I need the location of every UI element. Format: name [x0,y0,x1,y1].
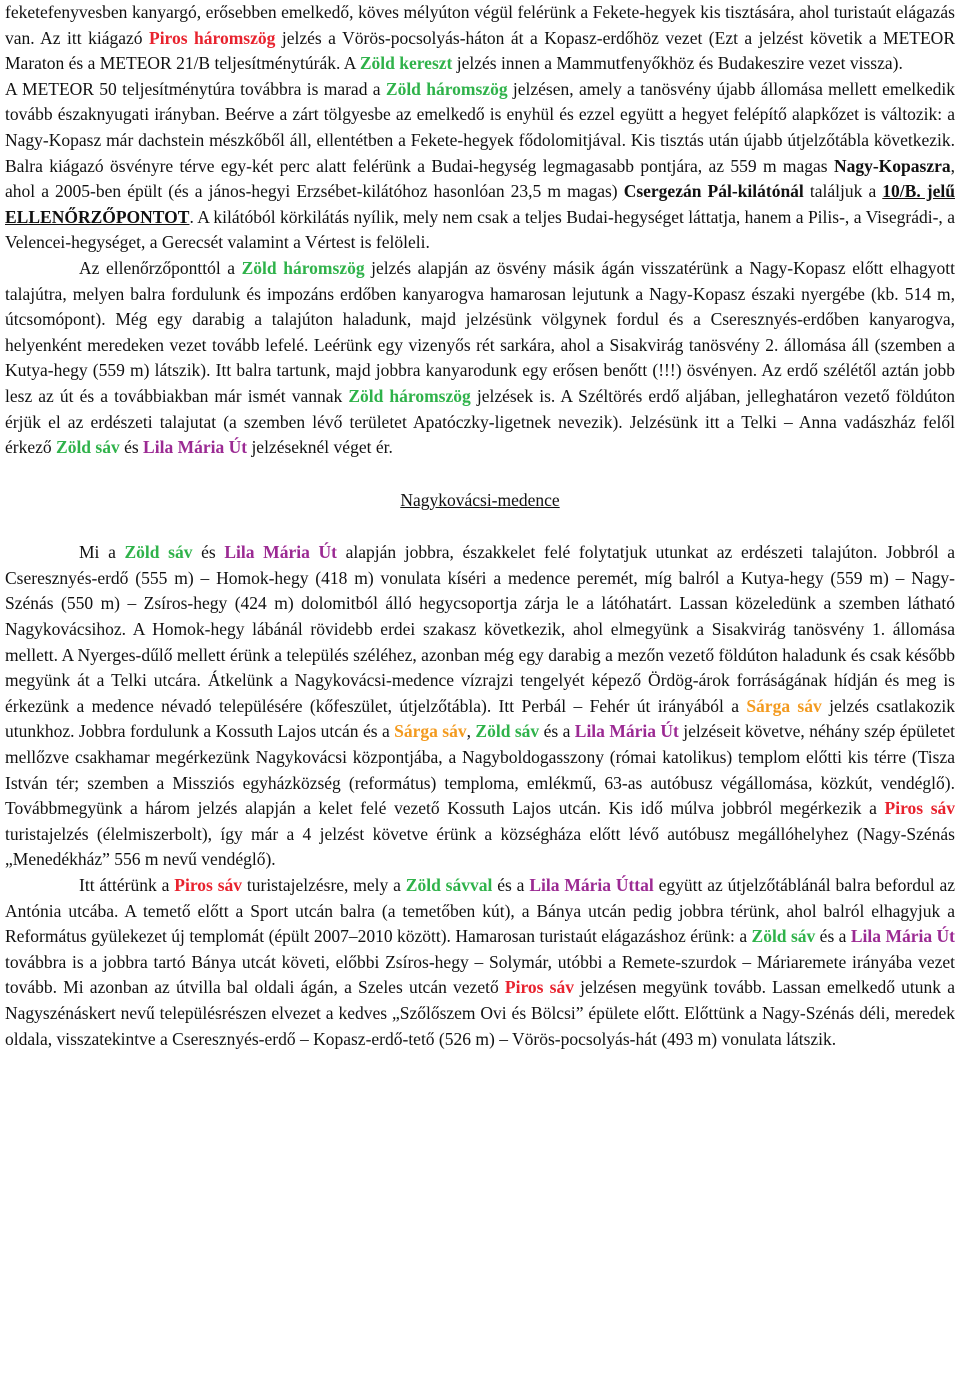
paragraph [5,540,955,873]
text-run: A METEOR 50 teljesítménytúra továbbra is marad a [5,78,386,99]
text-run: továbbra is a jobbra tartó Bánya utcát követi, előbbi Zsíros-hegy – Solymár, utóbbi a Remete-szurdok – Máriaremete irányába vezet tovább. Mi azonban az útvilla bal oldali ágán, a Szeles utcán vezető [5,951,955,998]
text-run: jelzés csatlakozik utunkhoz. Jobbra fordulunk a Kossuth Lajos utcán és a [5,695,955,742]
trail-mark-name: Sárga sáv [394,721,467,742]
paragraph [5,0,955,77]
paragraph [5,256,955,461]
text-run: jelzés alapján az ösvény másik ágán visszatérünk a Nagy-Kopasz előtt elhagyott talajútra, melyen balra fordulunk és impozáns erdőben kanyarogva hamarosan lejutunk a Nagy-Kopasz északi nyergébe (kb. 514 m, útcsomópont). Még egy darabig a talajúton haladunk, majd jelzésünk völgynek fordul és a Cseresznyés-erdőben kanyarogva, helyenként meredeken vezet tovább lefelé. Leérünk egy vizenyős rét sarkára, ahol a Sisakvirág tanösvény 2. állomása áll (szemben a Kutya-hegy (559 m) látszik). Itt balra tartunk, majd jobbra kanyarodunk egy erősen benőtt (!!!) ösvényen. Az erdő szélétől aztán jobb lesz az út és a továbbiakban már ismét vannak [5,257,955,406]
text-run: jelzésen, amely a tanösvény újabb állomása mellett emelkedik tovább északnyugati irányban. Beérve a zárt tölgyesbe az emelkedő is enyhül és ezzel együtt a hegyet felépítő alapkőzet is változik: a Nagy-Kopasz már dachstein mészkőből áll, ellentétben a Fekete-hegyek fődolomitjával. Kis tisztás után újabb útjelzőtábla következik. Balra kiágazó ösvényre térve egy-két perc alatt felérünk a Budai-hegység legmagasabb pontjára, az 559 m magas [5,78,955,176]
text-run: . A kilátóból körkilátás nyílik, mely nem csak a teljes Budai-hegységet láttatja, hanem a Pilis-, a Visegrádi-, a Velencei-hegységet, a Gerecsét valamint a Vértest is felöleli. [5,206,955,253]
trail-mark-name: Piros sáv [174,875,243,895]
trail-mark-name: Zöld kereszt [359,53,453,74]
trail-mark-name: Zöld sáv [751,926,816,947]
text-run: alapján jobbra, északkelet felé folytatjuk utunkat az erdészeti talajúton. Jobbról a Cseresznyés-erdő (555 m) – Homok-hegy (418 m) vonulata kíséri a medence peremét, míg balról a Kutya-hegy (559 m) – Nagy-Szénás (550 m) – Zsíros-hegy (424 m) dolomitból álló hegycsoportja zárja le a látóhatárt. Lassan közeledünk a szemben látható Nagykovácsihoz. A Homok-hegy lábánál rövidebb erdei szakasz következik, ahol elmegyünk a Sisakvirág tanösvény 1. állomása mellett. A Nyerges-dűlő mellett érünk a település széléhez, azonban még egy darabig a mezőn vezető földúton haladunk és csak később megyünk át a Telki utcára. Átkelünk a Nagykovácsi-medence vízrajzi tengelyét képező Ördög-árok forráságának hídján és meg is érkezünk a medence névadó településére (kőfeszület, útjelzőtábla). Itt Perbál – Fehér út irányából a [5,542,955,716]
trail-mark-name: Zöld háromszög [385,78,508,99]
text-run: jelzés innen a Mammutfenyőkhöz és Budakeszire vezet vissza). [452,53,903,74]
text-run: és a [815,926,851,947]
text-run: turistajelzésre, mely a [242,875,406,895]
trail-mark-name: Zöld sáv [124,542,193,563]
text-run: Itt áttérünk a [79,875,175,895]
text-run: turistajelzés (élelmiszerbolt), így már a 4 jelzést követve érünk a községháza előtt lévő autóbusz megállóhelyhez (Nagy-Szénás „Menedékház” 556 m nevű vendéglő). [5,823,955,870]
text-run: együtt az útjelzőtáblánál balra befordul az Antónia utcába. A temető előtt a Sport utcán balra (a temetőben kút), a Bánya utcán pedig jobbra térünk, ahol balról elhagyjuk a Református gyülekezet új templomát (épült 2007–2010 között). Hamarosan turistaút elágazáshoz érünk: a [5,875,956,947]
trail-mark-name: Lila Mária Út [574,721,679,742]
trail-mark-name: Piros sáv [884,798,956,819]
section-heading: Nagykovácsi-medence [400,489,560,510]
trail-mark-name: Lila Mária Út [224,542,337,563]
trail-mark-name: Piros sáv [504,977,574,998]
bold-text: Csergezán Pál-kilátónál [623,181,804,202]
text-run: jelzéseit követve, néhány szép épületet mellőzve csakhamar megérkezünk Nagykovácsi központjába, a Nagyboldogasszony (római katolikus) templom előtti kis térre (Tisza István tér; szemben a Missziós egyházközség (református) temploma, emlékmű, 63-as autóbusz végállomása, közkút, vendéglő). Továbbmegyünk a három jelzés alapján a kelet felé vezető Kossuth Lajos utcán. Kis idő múlva jobbról megérkezik a [5,721,956,819]
text-run: és [192,542,225,563]
text-run: és a [539,721,575,742]
bold-text: 10/B. jelű ELLENŐRZŐPONTOT [5,181,955,227]
paragraph [5,77,955,256]
trail-mark-name: Lila Mária Út [143,437,248,458]
trail-mark-name: Zöld háromszög [348,385,471,406]
text-run: és [119,437,144,458]
trail-mark-name: Sárga sáv [746,695,822,716]
text-run: és a [492,875,530,895]
trail-mark-name: Zöld sáv [56,437,120,458]
paragraph [5,873,955,1052]
text-run: találjuk a [803,181,883,202]
trail-mark-name: Piros háromszög [149,27,276,48]
text-run: , [466,721,476,742]
text-run: Mi a [79,542,125,563]
text-run: jelzésen megyünk tovább. Lassan emelkedő utunk a Nagyszénáskert nevű településrészen elvezet a kedves „Szőlőszem Ovi és Bölcsi” épülete előtt. Előttünk a Nagy-Szénás déli, meredek oldala, visszatekintve a Cseresznyés-erdő – Kopasz-erdő-tető (526 m) – Vörös-pocsolyás-hát (493 m) vonulata látszik. [5,977,955,1049]
text-run: , ahol a 2005-ben épült (és a jános-hegyi Erzsébet-kilátóhoz hasonlóan 23,5 m magas) [5,155,955,202]
trail-mark-name: Lila Mária Úttal [529,875,654,895]
trail-mark-name: Zöld sáv [475,721,540,742]
text-run: jelzéseknél véget ér. [247,437,393,458]
text-run: A [343,53,360,74]
text-run: Az ellenőrzőponttól a [79,257,242,278]
text-run: jelzések is. A Széltörés erdő aljában, jelleghatáron vezető földúton érjük el az erdészeti talajutat (a szemben lévő területet Apatóczky-ligetnek nevezik). Jelzésünk itt a Telki – Anna vadászház felől érkező [5,385,955,458]
trail-mark-name: Lila Mária Út [850,926,955,947]
section-nagykovacsi-medence [5,540,955,1052]
trail-mark-name: Zöld sávval [405,875,493,895]
bold-text: Nagy-Kopaszra [833,155,951,176]
section-fekete-hegyek [5,0,955,461]
text-run: feketefenyvesben kanyargó, erősebben emelkedő, köves mélyúton végül felérünk a Fekete-hegyek kis tisztására, ahol turistaút elágazás van. Az itt kiágazó [5,2,955,48]
trail-mark-name: Zöld háromszög [241,257,365,278]
text-run: jelzés a Vörös-pocsolyás-háton át a Kopasz-erdőhöz vezet (Ezt a jelzést követik a METEOR Maraton és a METEOR 21/B teljesítménytúrák. [5,27,955,74]
